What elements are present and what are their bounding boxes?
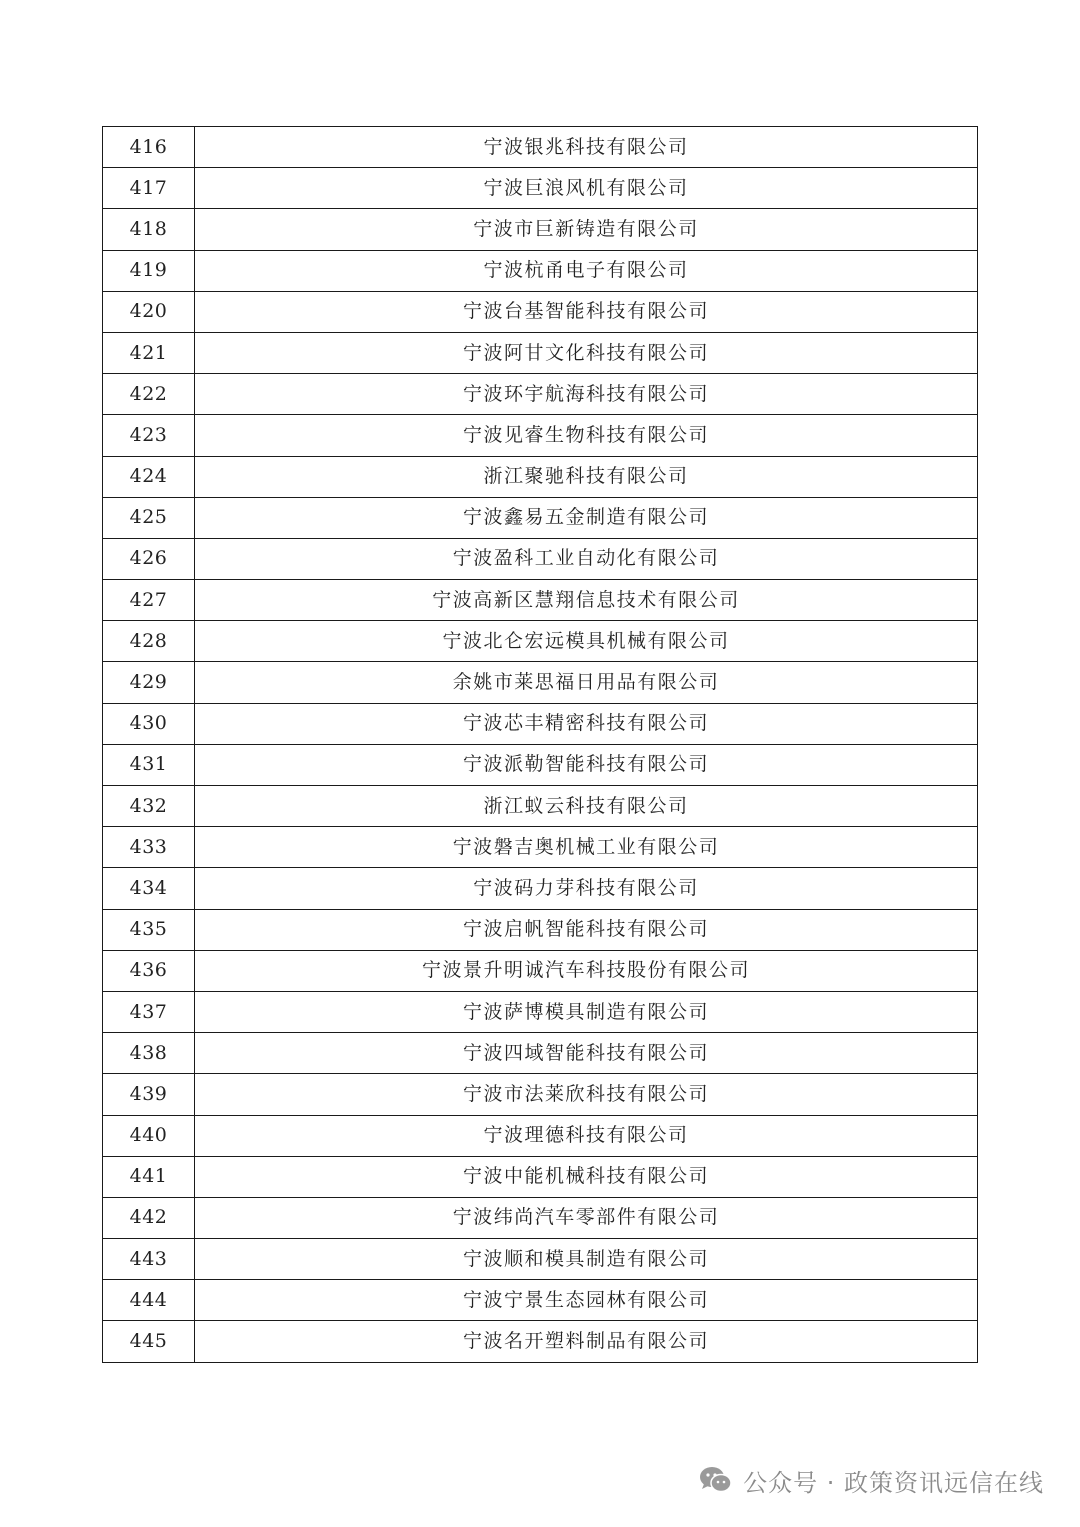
table-row: [103, 744, 978, 785]
row-number: 425: [103, 497, 195, 538]
table-row: [103, 1321, 978, 1362]
row-number: 441: [103, 1156, 195, 1197]
company-name: 宁波巨浪风机有限公司: [195, 168, 978, 209]
table-row: [103, 621, 978, 662]
row-number: 444: [103, 1280, 195, 1321]
row-number: 438: [103, 1033, 195, 1074]
row-number: 440: [103, 1115, 195, 1156]
company-name: 宁波四域智能科技有限公司: [195, 1033, 978, 1074]
company-name: 宁波环宇航海科技有限公司: [195, 374, 978, 415]
table-row: [103, 1239, 978, 1280]
row-number: 431: [103, 744, 195, 785]
table-body: [103, 127, 978, 1363]
row-number: 442: [103, 1197, 195, 1238]
row-number: 432: [103, 786, 195, 827]
row-number: 436: [103, 950, 195, 991]
company-name: 宁波杭甬电子有限公司: [195, 250, 978, 291]
table-row: [103, 415, 978, 456]
company-name: 宁波景升明诚汽车科技股份有限公司: [195, 950, 978, 991]
row-number: 417: [103, 168, 195, 209]
row-number: 433: [103, 827, 195, 868]
table-row: [103, 127, 978, 168]
table-row: [103, 1280, 978, 1321]
table-row: [103, 991, 978, 1032]
watermark-text: 公众号 · 政策资讯远信在线: [743, 1468, 1044, 1497]
company-name: 宁波鑫易五金制造有限公司: [195, 497, 978, 538]
table-row: [103, 332, 978, 373]
company-name: 宁波台基智能科技有限公司: [195, 291, 978, 332]
wechat-icon: [699, 1465, 733, 1495]
row-number: 424: [103, 456, 195, 497]
company-name: 宁波派勒智能科技有限公司: [195, 744, 978, 785]
company-name: 宁波萨博模具制造有限公司: [195, 991, 978, 1032]
company-name: 宁波见睿生物科技有限公司: [195, 415, 978, 456]
row-number: 445: [103, 1321, 195, 1362]
row-number: 429: [103, 662, 195, 703]
row-number: 426: [103, 538, 195, 579]
row-number: 434: [103, 868, 195, 909]
company-name: 宁波阿甘文化科技有限公司: [195, 332, 978, 373]
row-number: 421: [103, 332, 195, 373]
table-row: [103, 868, 978, 909]
table-row: [103, 291, 978, 332]
table-row: [103, 786, 978, 827]
company-name: 宁波芯丰精密科技有限公司: [195, 703, 978, 744]
row-number: 443: [103, 1239, 195, 1280]
table-row: [103, 1115, 978, 1156]
company-name: 浙江聚驰科技有限公司: [195, 456, 978, 497]
company-name: 余姚市莱思福日用品有限公司: [195, 662, 978, 703]
row-number: 422: [103, 374, 195, 415]
table-row: [103, 662, 978, 703]
table-row: [103, 456, 978, 497]
company-name: 宁波宁景生态园林有限公司: [195, 1280, 978, 1321]
row-number: 416: [103, 127, 195, 168]
company-name: 宁波名开塑料制品有限公司: [195, 1321, 978, 1362]
company-name: 宁波中能机械科技有限公司: [195, 1156, 978, 1197]
company-name: 宁波市法莱欣科技有限公司: [195, 1074, 978, 1115]
company-name: 宁波银兆科技有限公司: [195, 127, 978, 168]
company-name: 宁波纬尚汽车零部件有限公司: [195, 1197, 978, 1238]
table-row: [103, 1033, 978, 1074]
row-number: 419: [103, 250, 195, 291]
company-list-table: [102, 126, 978, 1363]
watermark: [699, 1460, 1044, 1500]
company-name: 宁波北仑宏远模具机械有限公司: [195, 621, 978, 662]
company-name: 浙江蚁云科技有限公司: [195, 786, 978, 827]
company-name: 宁波理德科技有限公司: [195, 1115, 978, 1156]
table-row: [103, 909, 978, 950]
table-row: [103, 209, 978, 250]
table-row: [103, 1074, 978, 1115]
company-name: 宁波磐吉奥机械工业有限公司: [195, 827, 978, 868]
table-row: [103, 580, 978, 621]
company-name: 宁波市巨新铸造有限公司: [195, 209, 978, 250]
table-row: [103, 168, 978, 209]
company-name: 宁波高新区慧翔信息技术有限公司: [195, 580, 978, 621]
table-row: [103, 1156, 978, 1197]
table-row: [103, 374, 978, 415]
row-number: 428: [103, 621, 195, 662]
company-name: 宁波盈科工业自动化有限公司: [195, 538, 978, 579]
table-row: [103, 497, 978, 538]
table-row: [103, 538, 978, 579]
row-number: 430: [103, 703, 195, 744]
row-number: 437: [103, 991, 195, 1032]
row-number: 418: [103, 209, 195, 250]
company-name: 宁波码力芽科技有限公司: [195, 868, 978, 909]
table-row: [103, 827, 978, 868]
row-number: 435: [103, 909, 195, 950]
table-row: [103, 1197, 978, 1238]
company-name: 宁波顺和模具制造有限公司: [195, 1239, 978, 1280]
table-row: [103, 703, 978, 744]
table-row: [103, 250, 978, 291]
table-row: [103, 950, 978, 991]
row-number: 423: [103, 415, 195, 456]
row-number: 439: [103, 1074, 195, 1115]
company-name: 宁波启帆智能科技有限公司: [195, 909, 978, 950]
row-number: 427: [103, 580, 195, 621]
row-number: 420: [103, 291, 195, 332]
